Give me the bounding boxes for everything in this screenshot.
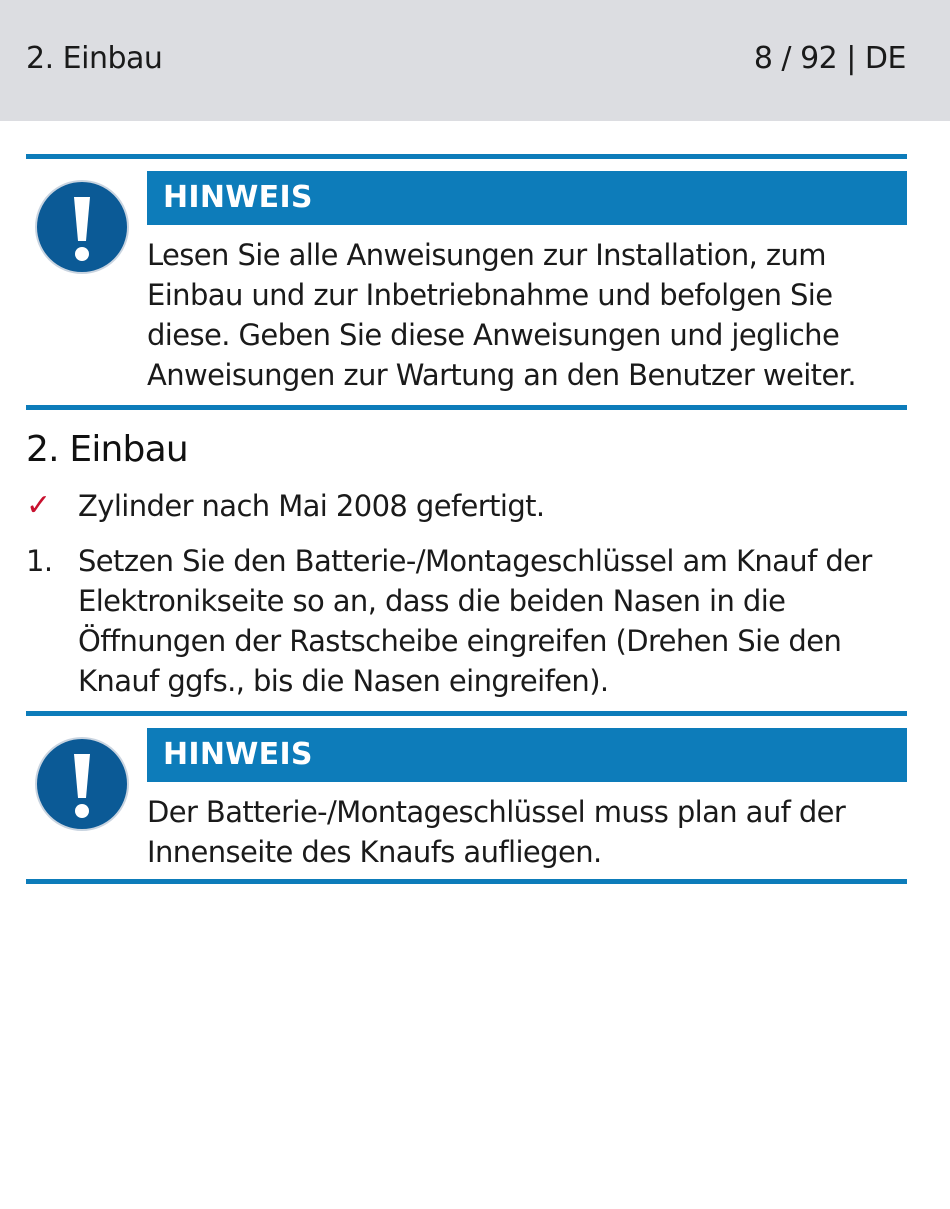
notice-label: HINWEIS [147,728,907,782]
section-heading: 2. Einbau [26,429,188,470]
checkmark-icon: ✓ [26,488,51,523]
header-title: 2. Einbau [26,41,163,76]
exclamation-icon [34,179,130,275]
step-number: 1. [26,544,53,578]
notice-box-1 [26,154,907,410]
precondition-text: Zylinder nach Mai 2008 gefertigt. [78,489,545,523]
step-text: Setzen Sie den Batterie-/Montageschlüssel am Knauf der Elektronikseite so an, dass die beiden Nasen in die Öffnungen der Rastscheibe eingreifen (Drehen Sie den Knauf ggfs., bis die Nasen eingreifen). [78,544,872,698]
notice-label: HINWEIS [147,171,907,225]
exclamation-icon [34,736,130,832]
page-indicator: 8 / 92 | DE [753,41,906,76]
notice-box-2 [26,711,907,884]
page-header [0,0,950,121]
notice-text: Der Batterie-/Montageschlüssel muss plan auf der Innenseite des Knaufs aufliegen. [147,795,846,869]
notice-text: Lesen Sie alle Anweisungen zur Installation, zum Einbau und zur Inbetriebnahme und befolgen Sie diese. Geben Sie diese Anweisungen und jegliche Anweisungen zur Wartung an den Benutzer weiter. [147,238,856,392]
